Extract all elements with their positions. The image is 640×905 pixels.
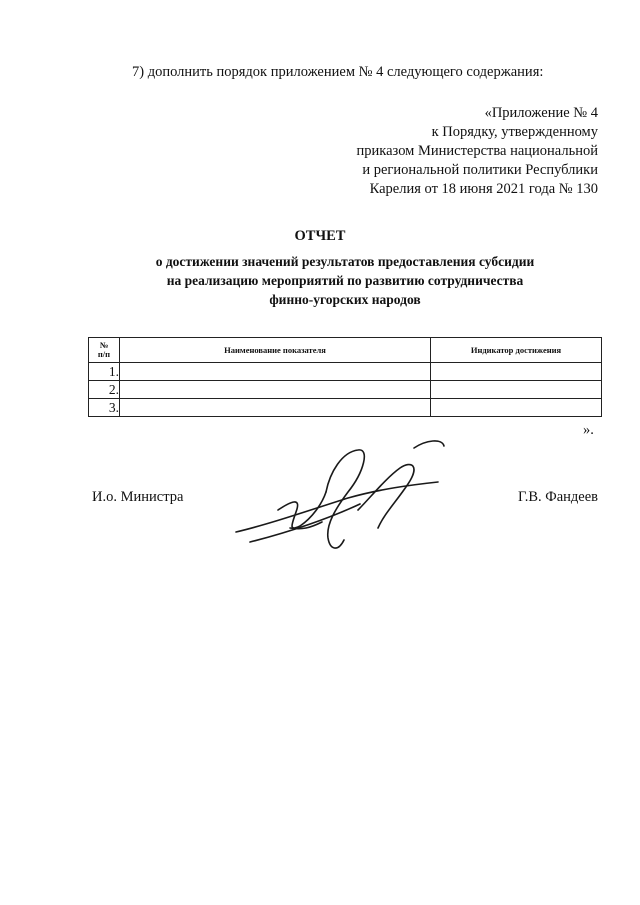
table-row xyxy=(89,381,602,399)
column-header-number-symbol: № xyxy=(99,340,109,350)
row-indicator-cell xyxy=(431,363,602,381)
table-row xyxy=(89,399,602,417)
appendix-line: Карелия от 18 июня 2021 года № 130 xyxy=(369,181,598,197)
row-name-cell xyxy=(120,363,431,381)
report-subtitle xyxy=(0,252,640,309)
intro-paragraph: 7) дополнить порядок приложением № 4 следующего содержания: xyxy=(132,64,544,80)
appendix-line: «Приложение № 4 xyxy=(484,105,598,121)
row-name-cell xyxy=(120,381,431,399)
table-header-row xyxy=(89,338,602,363)
row-indicator-cell xyxy=(431,399,602,417)
report-subtitle-line: финно-угорских народов xyxy=(269,292,421,307)
report-subtitle-line: на реализацию мероприятий по развитию сотрудничества xyxy=(166,273,524,288)
appendix-line: и региональной политики Республики xyxy=(362,162,598,178)
row-number: 1. xyxy=(89,363,120,381)
closing-quote-mark: ». xyxy=(583,422,594,438)
table-row xyxy=(89,363,602,381)
appendix-line: к Порядку, утвержденному xyxy=(431,124,598,140)
row-number: 2. xyxy=(89,381,120,399)
report-table xyxy=(88,337,602,417)
column-header-indicator: Индикатор достижения xyxy=(431,338,602,363)
handwritten-signature xyxy=(230,432,460,560)
appendix-header xyxy=(357,104,598,199)
appendix-line: приказом Министерства национальной xyxy=(356,143,598,159)
column-header-number xyxy=(89,338,120,363)
column-header-number-abbr: п/п xyxy=(97,349,111,359)
report-subtitle-line: о достижении значений результатов предоставления субсидии xyxy=(155,254,535,269)
report-title: ОТЧЕТ xyxy=(294,228,346,244)
row-number: 3. xyxy=(89,399,120,417)
row-indicator-cell xyxy=(431,381,602,399)
column-header-name: Наименование показателя xyxy=(120,338,431,363)
row-name-cell xyxy=(120,399,431,417)
signatory-name: Г.В. Фандеев xyxy=(517,489,598,505)
signatory-role: И.о. Министра xyxy=(92,489,184,505)
